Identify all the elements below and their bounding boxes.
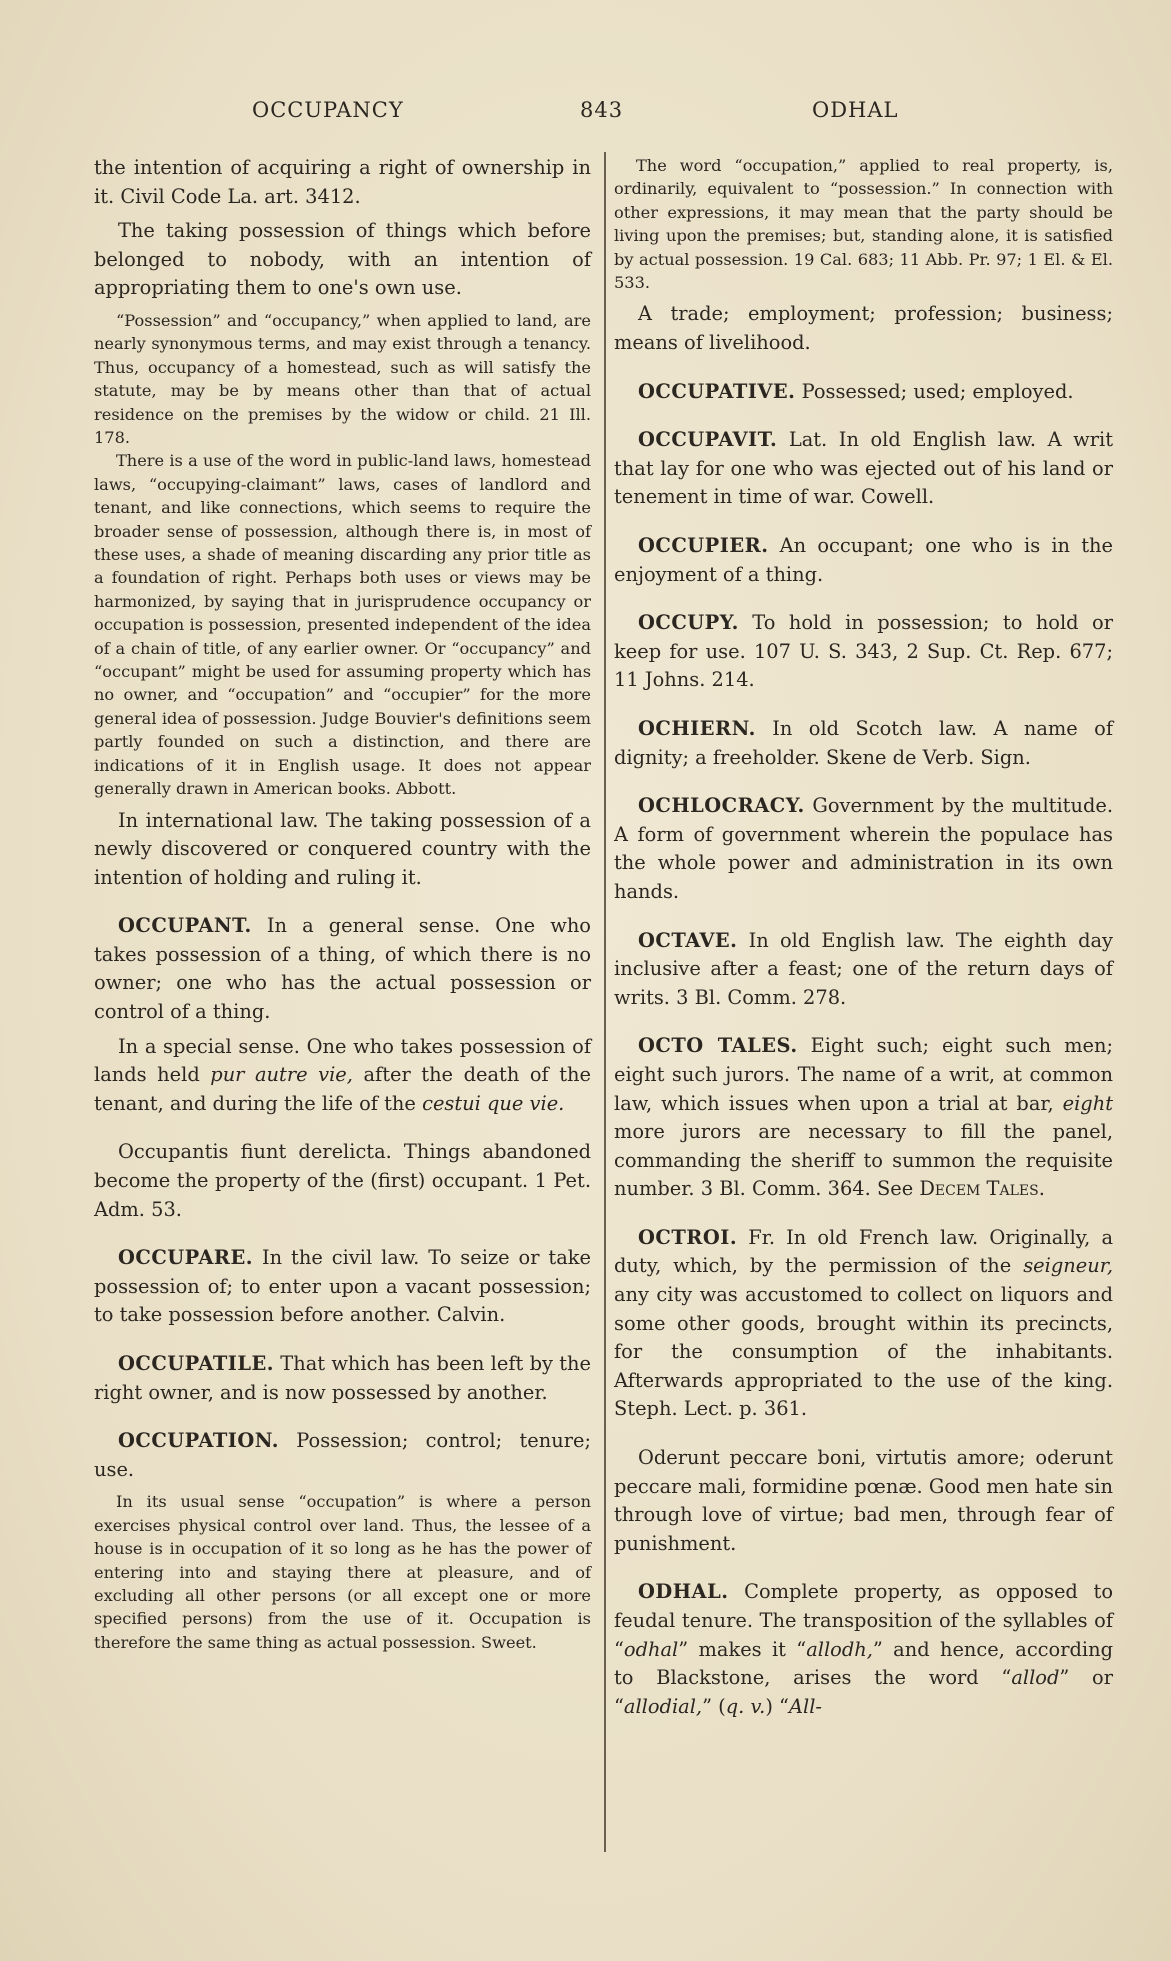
headword: OCCUPATION. xyxy=(118,1429,279,1453)
maxim-paragraph: Oderunt peccare boni, virtutis amore; oderunt peccare mali, formidine pœnæ. Good men hate sin through love of virtue; bad men, through fear of punishment. xyxy=(614,1446,1113,1555)
entry-text: more jurors are necessary to fill the panel, commanding the sheriff to summon the requisite number. 3 Bl. Comm. 364. See xyxy=(614,1120,1113,1201)
entry-occupavit xyxy=(614,426,1113,512)
italic-word: allod xyxy=(1011,1666,1060,1690)
note-paragraph: There is a use of the word in public-land laws, homestead laws, “occupying-claimant” laws, cases of landlord and tenant, and like connections, which seems to require the broader sense of possession, although there is, in most of these uses, a shade of meaning discarding any prior title as a foundation of right. Perhaps both uses or views may be harmonized, by saying that in jurisprudence occupancy or occupation is possession, presented independent of the idea of a chain of title, of any earlier owner. Or “occupancy” and “occupant” might be used for assuming property which has no owner, and “occupation” and “occupier” for the more general idea of possession. Judge Bouvier's definitions seem partly founded on such a distinction, and there are indications of it in English usage. It does not appear generally drawn in American books. Abbott. xyxy=(94,451,591,799)
column-divider xyxy=(604,152,606,1852)
headword: OCCUPY. xyxy=(638,611,739,635)
headword: ODHAL. xyxy=(638,1580,729,1604)
entry-text: any city was accustomed to collect on liquors and some other goods, brought within its precincts, for the consumption of the inhabitants. Afterwards appropriated to the use of the king. Steph. Lect. p. 361. xyxy=(614,1283,1113,1421)
headword: OCCUPARE. xyxy=(118,1246,254,1270)
entry-text: ” makes it “ xyxy=(678,1637,807,1661)
entry-text: That which has been left by the right owner, and is now possessed by another. xyxy=(94,1352,591,1404)
entry-occupatile xyxy=(94,1350,591,1407)
entry-occupare xyxy=(94,1244,591,1330)
header-right-word: ODHAL xyxy=(812,98,899,122)
entry-text: after the death of the tenant, and during the life of the xyxy=(94,1063,591,1115)
italic-phrase: pur autre vie, xyxy=(210,1063,353,1087)
entry-octo-tales xyxy=(614,1032,1113,1204)
entry-text: ” ( xyxy=(702,1694,726,1718)
entry-occupant-special xyxy=(94,1033,591,1119)
headword: OCTO TALES. xyxy=(638,1034,798,1058)
headword: OCCUPANT. xyxy=(118,914,252,938)
entry-odhal xyxy=(614,1578,1113,1721)
note-paragraph: In its usual sense “occupation” is where a person exercises physical control over land. Thus, the lessee of a house is in occupation of it so long as he has the power of entering into and staying there at pleasure, and of excluding all other persons (or all except one or more specified persons) from the use of it. Occupation is therefore the same thing as actual possession. Sweet. xyxy=(94,1492,591,1652)
entry-occupier xyxy=(614,532,1113,589)
entry-occupy xyxy=(614,609,1113,695)
left-column xyxy=(94,154,591,1654)
entry-text: To hold in possession; to hold or keep for use. 107 U. S. 343, 2 Sup. Ct. Rep. 677; 11 Johns. 214. xyxy=(614,611,1113,692)
entry-occupative xyxy=(614,378,1113,407)
headword: OCCUPAVIT. xyxy=(638,428,778,452)
italic-word: allodial, xyxy=(623,1694,703,1718)
italic-word: allodh, xyxy=(806,1637,873,1661)
italic-word: eight xyxy=(1062,1091,1113,1115)
note-paragraph: “Possession” and “occupancy,” when applied to land, are nearly synonymous terms, and may exist through a tenancy. Thus, occupancy of a homestead, such as will satisfy the statute, may be by means other than that of actual residence on the premises by the widow or child. 21 Ill. 178. xyxy=(94,310,591,447)
entry-text: ” or “ xyxy=(614,1666,1113,1718)
entry-ochlocracy xyxy=(614,792,1113,906)
entry-text: An occupant; one who is in the enjoyment of a thing. xyxy=(614,534,1113,586)
entry-text: ) “ xyxy=(765,1694,789,1718)
definition-paragraph: In international law. The taking possession of a newly discovered or conquered country with the intention of holding and ruling it. xyxy=(94,808,591,889)
continued-paragraph: the intention of acquiring a right of ownership in it. Civil Code La. art. 3412. xyxy=(94,156,591,208)
entry-ochiern xyxy=(614,715,1113,772)
entry-occupation xyxy=(94,1427,591,1484)
entry-occupant xyxy=(94,912,591,1026)
headword: OCCUPIER. xyxy=(638,534,769,557)
italic-word: seigneur, xyxy=(1023,1254,1113,1278)
entry-text: Government by the multitude. A form of government wherein the populace has the whole power and administration in its own hands. xyxy=(614,794,1113,903)
definition-paragraph: A trade; employment; profession; business; means of livelihood. xyxy=(614,302,1113,355)
entry-octave xyxy=(614,927,1113,1013)
headword: OCCUPATILE. xyxy=(118,1352,274,1375)
cross-reference: Decem Tales. xyxy=(919,1177,1045,1201)
entry-text: Fr. In old French law. Originally, a duty, which, by the permission of the xyxy=(614,1225,1114,1278)
entry-text: In the civil law. To seize or take possession of; to enter upon a vacant possession; to take possession before another. Calvin. xyxy=(94,1246,591,1327)
headword: OCTAVE. xyxy=(638,928,738,952)
maxim-paragraph: Occupantis fiunt derelicta. Things abandoned become the property of the (first) occupant. 1 Pet. Adm. 53. xyxy=(94,1140,591,1221)
entry-text: Possession; control; tenure; use. xyxy=(94,1429,591,1481)
entry-text: Possessed; used; employed. xyxy=(801,379,1074,403)
headword: OCCUPATIVE. xyxy=(638,379,796,403)
headword: OCTROI. xyxy=(638,1225,738,1249)
note-paragraph: The word “occupation,” applied to real property, is, ordinarily, equivalent to “possession.” In connection with other expressions, it may mean that the party should be living upon the premises; but, standing alone, it is satisfied by actual possession. 19 Cal. 683; 11 Abb. Pr. 97; 1 El. & El. 533. xyxy=(614,156,1113,293)
entry-text: Eight such; eight such men; eight such jurors. The name of a writ, at common law, which issues when upon a trial at bar, xyxy=(614,1034,1113,1115)
italic-word: odhal xyxy=(623,1637,679,1661)
entry-text: In a special sense. One who takes possession of lands held xyxy=(94,1034,591,1087)
entry-text: ” and hence, according to Blackstone, arises the word “ xyxy=(614,1637,1113,1690)
headword: OCHIERN. xyxy=(638,716,756,740)
entry-text: In a general sense. One who takes possession of a thing, of which there is no owner; one who has the actual possession or control of a thing. xyxy=(94,914,591,1024)
italic-word: All- xyxy=(788,1694,822,1718)
entry-text: In old Scotch law. A name of dignity; a freeholder. Skene de Verb. Sign. xyxy=(614,716,1113,769)
running-header xyxy=(0,98,1171,128)
definition-paragraph: The taking possession of things which before belonged to nobody, with an intention of appropriating them to one's own use. xyxy=(94,219,591,300)
page-number: 843 xyxy=(580,98,624,122)
entry-text: Lat. In old English law. A writ that lay for one who was ejected out of his land or tenement in time of war. Cowell. xyxy=(614,428,1113,509)
right-column xyxy=(614,154,1113,1721)
italic-phrase: cestui que vie. xyxy=(422,1091,565,1115)
entry-text: In old English law. The eighth day inclusive after a feast; one of the return days of writs. 3 Bl. Comm. 278. xyxy=(614,928,1113,1009)
headword: OCHLOCRACY. xyxy=(638,794,805,818)
italic-word: q. v. xyxy=(725,1694,766,1718)
entry-text: Complete property, as opposed to feudal tenure. The transposition of the syllables of “ xyxy=(614,1580,1113,1661)
entry-octroi xyxy=(614,1224,1113,1424)
header-left-word: OCCUPANCY xyxy=(252,98,404,122)
